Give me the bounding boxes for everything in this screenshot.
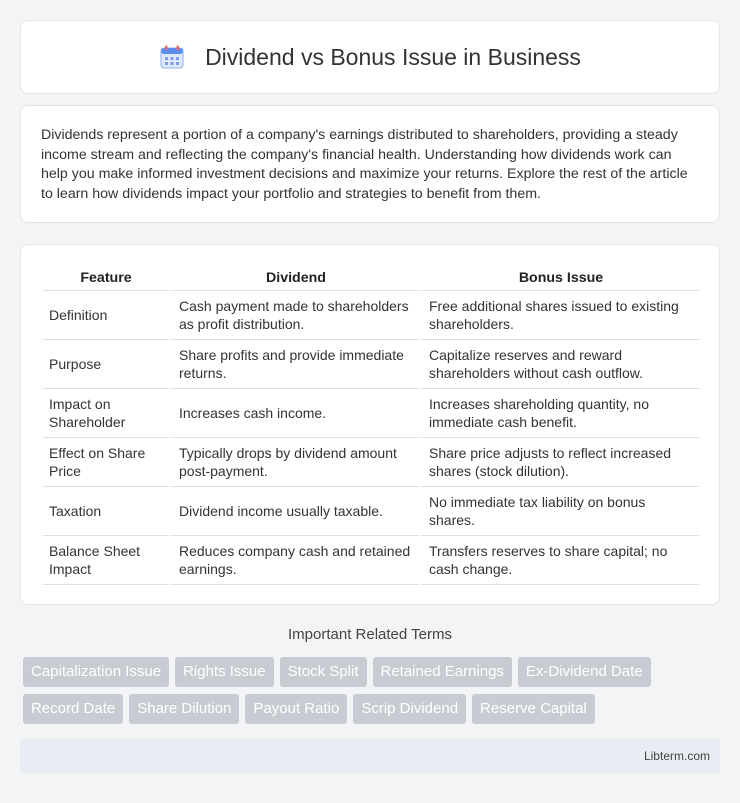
- table-row: [43, 291, 699, 340]
- bonus-issue-cell: Transfers reserves to share capital; no cash change.: [419, 536, 699, 585]
- table-header-row: [43, 267, 699, 291]
- related-term-tag[interactable]: Capitalization Issue: [23, 657, 169, 687]
- feature-cell: Balance Sheet Impact: [43, 536, 169, 585]
- dividend-cell: Share profits and provide immediate returns.: [169, 340, 419, 389]
- comparison-table: [43, 267, 699, 585]
- table-row: [43, 389, 699, 438]
- bonus-issue-cell: Share price adjusts to reflect increased shares (stock dilution).: [419, 438, 699, 487]
- column-header-feature: Feature: [43, 267, 169, 291]
- table-row: [43, 438, 699, 487]
- page-title: Dividend vs Bonus Issue in Business: [205, 43, 581, 70]
- related-term-tag[interactable]: Retained Earnings: [373, 657, 512, 687]
- bonus-issue-cell: No immediate tax liability on bonus shares.: [419, 487, 699, 536]
- dividend-cell: Increases cash income.: [169, 389, 419, 438]
- header-card: [20, 20, 720, 94]
- footer-site-link[interactable]: Libterm.com: [643, 749, 710, 763]
- column-header-bonus-issue: Bonus Issue: [419, 267, 699, 291]
- related-term-tag[interactable]: Rights Issue: [175, 657, 274, 687]
- related-term-tag[interactable]: Payout Ratio: [245, 694, 347, 724]
- related-term-tag[interactable]: Reserve Capital: [472, 694, 595, 724]
- table-row: [43, 487, 699, 536]
- footer: [20, 739, 720, 773]
- intro-card: [20, 105, 720, 223]
- related-term-tag[interactable]: Scrip Dividend: [353, 694, 466, 724]
- dividend-cell: Reduces company cash and retained earnings.: [169, 536, 419, 585]
- related-terms-list: [23, 657, 723, 724]
- related-term-tag[interactable]: Stock Split: [280, 657, 367, 687]
- related-term-tag[interactable]: Ex-Dividend Date: [518, 657, 651, 687]
- calendar-icon: [159, 44, 185, 70]
- bonus-issue-cell: Free additional shares issued to existing shareholders.: [419, 291, 699, 340]
- feature-cell: Taxation: [43, 487, 169, 536]
- feature-cell: Purpose: [43, 340, 169, 389]
- feature-cell: Impact on Shareholder: [43, 389, 169, 438]
- bonus-issue-cell: Capitalize reserves and reward shareholders without cash outflow.: [419, 340, 699, 389]
- column-header-dividend: Dividend: [169, 267, 419, 291]
- comparison-table-card: [20, 244, 720, 605]
- related-terms-title: Important Related Terms: [288, 626, 452, 643]
- dividend-cell: Dividend income usually taxable.: [169, 487, 419, 536]
- intro-text: Dividends represent a portion of a company's earnings distributed to shareholders, providing a steady income stream and reflecting the company's financial health. Understanding how dividends work can help you make informed investment decisions and maximize your returns. Explore the rest of the article to learn how dividends impact your portfolio and strategies to benefit from them.: [41, 127, 688, 202]
- related-term-tag[interactable]: Share Dilution: [129, 694, 239, 724]
- dividend-cell: Typically drops by dividend amount post-payment.: [169, 438, 419, 487]
- feature-cell: Definition: [43, 291, 169, 340]
- dividend-cell: Cash payment made to shareholders as profit distribution.: [169, 291, 419, 340]
- related-term-tag[interactable]: Record Date: [23, 694, 123, 724]
- bonus-issue-cell: Increases shareholding quantity, no immediate cash benefit.: [419, 389, 699, 438]
- table-row: [43, 536, 699, 585]
- table-row: [43, 340, 699, 389]
- feature-cell: Effect on Share Price: [43, 438, 169, 487]
